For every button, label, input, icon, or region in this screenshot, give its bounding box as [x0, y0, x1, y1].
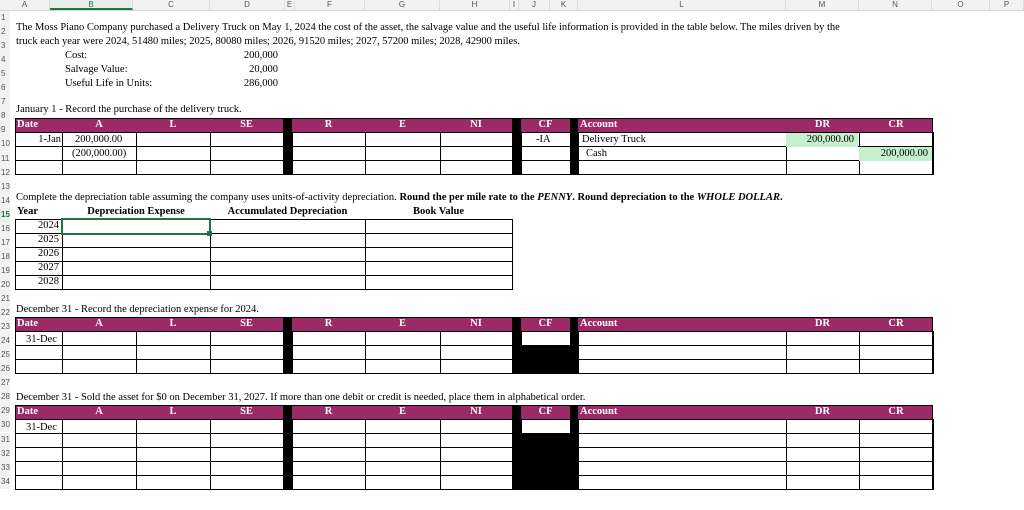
j3-header-debit[interactable]: DR	[786, 405, 859, 419]
section2-title[interactable]: December 31 - Record the depreciation expense for 2024.	[16, 304, 259, 315]
row-number[interactable]: 33	[0, 461, 10, 475]
column-header-O[interactable]: O	[932, 0, 990, 10]
j2-header-assets[interactable]: A	[62, 317, 136, 331]
column-header-F[interactable]: F	[295, 0, 365, 10]
s1-asset-2[interactable]: (200,000.00)	[72, 148, 127, 159]
dep-year[interactable]: 2027	[38, 262, 59, 273]
salvage-value[interactable]: 20,000	[249, 64, 278, 75]
row-number[interactable]: 8	[0, 109, 10, 123]
dep-col-book[interactable]: Book Value	[412, 206, 465, 217]
j2-header-credit[interactable]: CR	[859, 317, 933, 331]
row-number[interactable]: 9	[0, 123, 10, 137]
column-header-P[interactable]: P	[990, 0, 1024, 10]
row-number[interactable]: 29	[0, 404, 10, 418]
instruction-bold-1: Round the per mile rate to the	[399, 192, 538, 203]
dep-cell[interactable]	[365, 275, 513, 290]
dep-col-expense[interactable]: Depreciation Expense	[87, 206, 185, 217]
j3-header-account[interactable]: Account	[578, 405, 786, 419]
row-number[interactable]: 13	[0, 180, 10, 194]
s1-account-2[interactable]: Cash	[586, 148, 607, 159]
j2-header-equity[interactable]: SE	[210, 317, 283, 331]
j2-table-border	[15, 317, 933, 374]
row-number[interactable]: 18	[0, 250, 10, 264]
depreciation-instruction[interactable]	[16, 191, 783, 205]
dep-cell[interactable]	[365, 233, 513, 248]
j1-header-equity[interactable]: SE	[210, 118, 283, 132]
row-number[interactable]: 16	[0, 222, 10, 236]
column-header-N[interactable]: N	[859, 0, 932, 10]
row-number[interactable]: 17	[0, 236, 10, 250]
s1-cf[interactable]: -IA	[536, 134, 551, 145]
cost-label[interactable]: Cost:	[65, 50, 88, 61]
j1-header-credit[interactable]: CR	[859, 118, 933, 132]
j1-header-account[interactable]: Account	[578, 118, 786, 132]
cost-value[interactable]: 200,000	[243, 50, 278, 61]
j3-header-liabilities[interactable]: L	[136, 405, 210, 419]
row-number[interactable]: 11	[0, 152, 10, 166]
instruction-bold-2: . Round depreciation to the	[572, 192, 697, 203]
dep-year[interactable]: 2028	[38, 276, 59, 287]
j2-header-expense[interactable]: E	[365, 317, 440, 331]
dep-year[interactable]: 2024	[38, 220, 59, 231]
row-number[interactable]: 7	[0, 95, 10, 109]
column-header-E[interactable]: E	[285, 0, 295, 10]
j2-header-liabilities[interactable]: L	[136, 317, 210, 331]
row-number[interactable]: 10	[0, 137, 10, 151]
j3-header-cash-flow[interactable]: CF	[521, 405, 570, 419]
column-header-B[interactable]: B	[50, 0, 133, 10]
section1-title[interactable]: January 1 - Record the purchase of the delivery truck.	[16, 104, 242, 115]
column-header-J[interactable]: J	[519, 0, 550, 10]
row-number[interactable]: 12	[0, 166, 10, 180]
row-number[interactable]: 15	[0, 208, 10, 222]
j2-header-revenue[interactable]: R	[292, 317, 365, 331]
dep-cell[interactable]	[210, 261, 366, 276]
s1-dr-1[interactable]: 200,000.00	[806, 134, 854, 145]
j3-header-assets[interactable]: A	[62, 405, 136, 419]
row-number[interactable]: 1	[0, 11, 10, 25]
row-number[interactable]: 6	[0, 81, 10, 95]
j3-header-credit[interactable]: CR	[859, 405, 933, 419]
dep-cell[interactable]	[62, 233, 211, 248]
column-header-I[interactable]: I	[510, 0, 519, 10]
row-number[interactable]: 25	[0, 348, 10, 362]
j3-header-revenue[interactable]: R	[292, 405, 365, 419]
dep-cell[interactable]	[210, 233, 366, 248]
j2-header-date[interactable]: Date	[15, 317, 62, 331]
life-value[interactable]: 286,000	[243, 78, 278, 89]
row-number[interactable]: 21	[0, 292, 10, 306]
s1-asset-1[interactable]: 200,000.00	[75, 134, 123, 145]
active-cell-selection[interactable]	[61, 218, 211, 235]
section3-title[interactable]: December 31 - Sold the asset for $0 on December 31, 2027. If more than one debit or credit is needed, place them in alphabetical order.	[16, 392, 586, 403]
row-number[interactable]: 2	[0, 25, 10, 39]
s3-date[interactable]: 31-Dec	[26, 422, 57, 433]
column-header-C[interactable]: C	[133, 0, 210, 10]
instruction-plain: Complete the depreciation table assuming the company uses units-of-activity depreciation.	[16, 192, 400, 203]
column-header-K[interactable]: K	[550, 0, 578, 10]
fill-handle[interactable]	[207, 231, 212, 236]
j3-header-date[interactable]: Date	[15, 405, 62, 419]
j1-header-revenue[interactable]: R	[292, 118, 365, 132]
j2-header-debit[interactable]: DR	[786, 317, 859, 331]
row-number[interactable]: 26	[0, 362, 10, 376]
j3-header-expense[interactable]: E	[365, 405, 440, 419]
row-number[interactable]: 5	[0, 67, 10, 81]
j1-header-debit[interactable]: DR	[786, 118, 859, 132]
row-number[interactable]: 34	[0, 475, 10, 489]
j2-header-cash-flow[interactable]: CF	[521, 317, 570, 331]
dep-cell[interactable]	[62, 247, 211, 262]
dep-cell[interactable]	[365, 247, 513, 262]
row-number[interactable]: 4	[0, 53, 10, 67]
row-number[interactable]: 19	[0, 264, 10, 278]
row-number[interactable]: 32	[0, 447, 10, 461]
problem-line-2[interactable]: truck each year were 2024, 51480 miles; 2025, 80080 miles; 2026, 91520 miles; 2027, 57200 miles; 2028, 42900 miles.	[16, 36, 520, 47]
column-header-L[interactable]: L	[578, 0, 786, 10]
j1-header-assets[interactable]: A	[62, 118, 136, 132]
column-header-G[interactable]: G	[365, 0, 440, 10]
problem-line-1[interactable]: The Moss Piano Company purchased a Delivery Truck on May 1, 2024 the cost of the asset, the salvage value and the useful life information is provided in the table below. The miles driven by the	[16, 22, 840, 33]
s1-date[interactable]: 1-Jan	[38, 134, 61, 145]
j1-header-date[interactable]: Date	[15, 118, 62, 132]
j3-header-net-income[interactable]: NI	[440, 405, 512, 419]
column-header-D[interactable]: D	[210, 0, 285, 10]
j3-table-border	[15, 405, 933, 490]
dep-col-year[interactable]: Year	[17, 206, 38, 217]
j1-header-expense[interactable]: E	[365, 118, 440, 132]
instruction-italic-1: PENNY	[537, 192, 573, 203]
row-number[interactable]: 31	[0, 433, 10, 447]
column-header-A[interactable]: A	[0, 0, 50, 10]
row-number[interactable]: 30	[0, 418, 10, 432]
salvage-label[interactable]: Salvage Value:	[65, 64, 128, 75]
instruction-italic-2: WHOLE DOLLAR	[696, 192, 780, 203]
j2-header-account[interactable]: Account	[578, 317, 786, 331]
dep-cell[interactable]	[210, 219, 366, 234]
dep-cell[interactable]	[62, 275, 211, 290]
row-number[interactable]: 14	[0, 194, 10, 208]
j3-header-equity[interactable]: SE	[210, 405, 283, 419]
column-header-M[interactable]: M	[786, 0, 859, 10]
j1-header-liabilities[interactable]: L	[136, 118, 210, 132]
j1-header-cash-flow[interactable]: CF	[521, 118, 570, 132]
life-label[interactable]: Useful Life in Units:	[65, 78, 153, 89]
dep-year[interactable]: 2025	[38, 234, 59, 245]
dep-cell[interactable]	[210, 247, 366, 262]
row-number[interactable]: 24	[0, 334, 10, 348]
dep-cell[interactable]	[365, 261, 513, 276]
s1-account-1[interactable]: Delivery Truck	[582, 134, 646, 145]
s2-date[interactable]: 31-Dec	[26, 334, 57, 345]
row-number[interactable]: 23	[0, 320, 10, 334]
column-header-H[interactable]: H	[440, 0, 510, 10]
dep-year[interactable]: 2026	[38, 248, 59, 259]
j1-header-net-income[interactable]: NI	[440, 118, 512, 132]
row-number[interactable]: 28	[0, 390, 10, 404]
dep-cell[interactable]	[365, 219, 513, 234]
dep-cell[interactable]	[210, 275, 366, 290]
row-number[interactable]: 3	[0, 39, 10, 53]
dep-col-accum[interactable]: Accumulated Depreciation	[227, 206, 348, 217]
instruction-end: .	[779, 192, 783, 203]
j2-header-net-income[interactable]: NI	[440, 317, 512, 331]
dep-cell[interactable]	[62, 261, 211, 276]
row-number[interactable]: 22	[0, 306, 10, 320]
s1-cr-2[interactable]: 200,000.00	[880, 148, 928, 159]
row-number[interactable]: 20	[0, 278, 10, 292]
row-number[interactable]: 27	[0, 376, 10, 390]
